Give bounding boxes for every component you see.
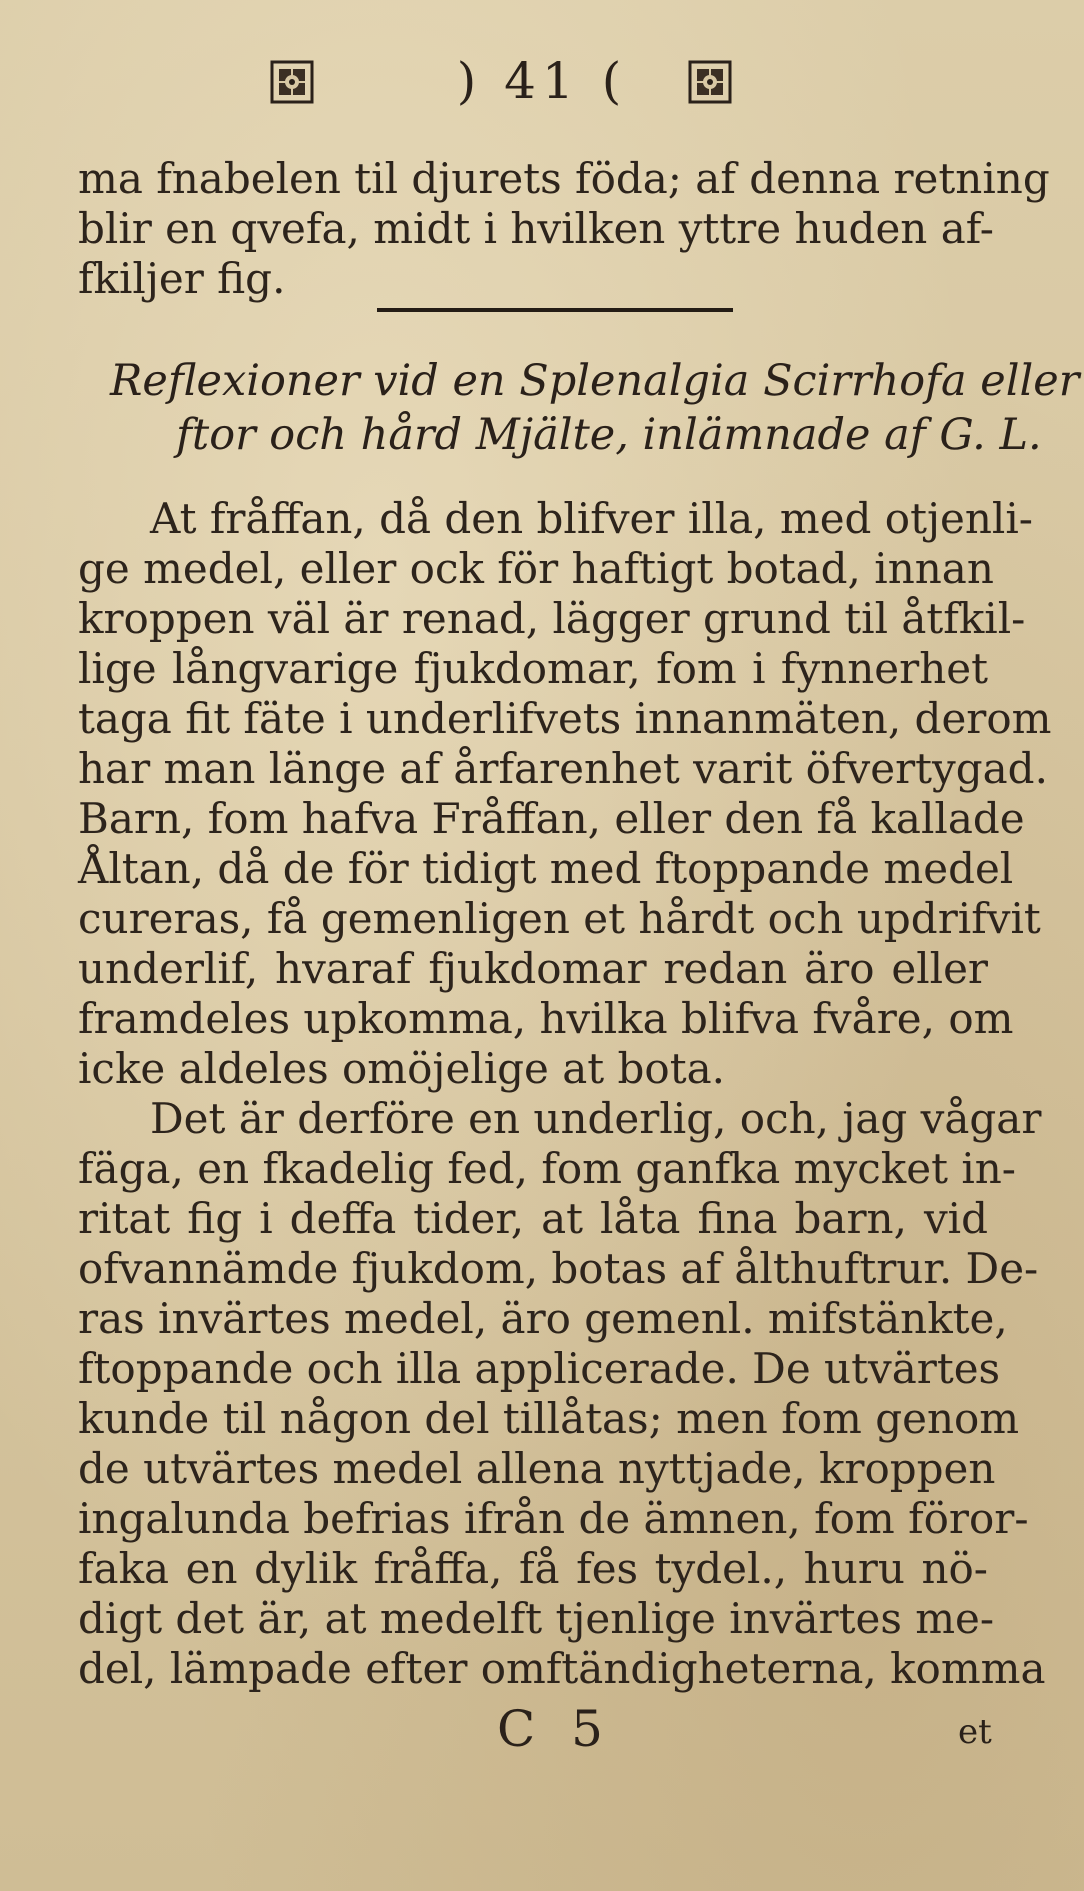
paragraph-2-line-2: fäga, en fkadelig fed, fom ganfka mycket in-	[78, 1144, 1016, 1193]
paragraph-2-line-3: ritat fig i deffa tider, at låta fina barn, vid	[78, 1194, 988, 1243]
page-header	[0, 52, 1084, 122]
ornament-icon	[270, 60, 314, 104]
paragraph-1-line-9: cureras, få gemenligen et hårdt och updrifvit	[78, 894, 1041, 943]
paragraph-2-line-7: kunde til någon del tillåtas; men fom genom	[78, 1394, 1020, 1443]
paragraph-2-line-1: Det är derföre en underlig, och, jag vågar	[150, 1094, 1042, 1143]
page-number: ) 41 (	[456, 52, 628, 110]
section-divider	[377, 308, 733, 312]
paragraph-1-line-3: kroppen väl är renad, lägger grund til åtfkil-	[78, 594, 1026, 643]
paragraph-1-line-12: icke aldeles omöjelige at bota.	[78, 1044, 725, 1093]
catchword: et	[958, 1712, 992, 1752]
paragraph-2-line-9: ingalunda befrias ifrån de ämnen, fom föror-	[78, 1494, 1029, 1543]
paragraph-2-line-5: ras invärtes medel, äro gemenl. mifstänkte,	[78, 1294, 1008, 1343]
paragraph-2-line-10: faka en dylik fråffa, få fes tydel., huru nö-	[78, 1544, 988, 1593]
section-heading-line-1: Reflexioner vid en Splenalgia Scirrhofa eller	[110, 356, 1080, 406]
intro-line-1: ma fnabelen til djurets föda; af denna retning	[78, 154, 1050, 203]
paragraph-2-line-11: digt det är, at medelft tjenlige invärtes me-	[78, 1594, 995, 1643]
paragraph-1-line-2: ge medel, eller ock för haftigt botad, innan	[78, 544, 994, 593]
paragraph-1-line-8: Åltan, då de för tidigt med ftoppande medel	[78, 844, 1014, 893]
section-heading-line-2: ftor och hård Mjälte, inlämnade af G. L.	[176, 410, 1042, 460]
paragraph-2-line-4: ofvannämde fjukdom, botas af ålthuftrur. De-	[78, 1244, 1039, 1293]
ornament-icon	[688, 60, 732, 104]
paragraph-1-line-7: Barn, fom hafva Fråffan, eller den få kallade	[78, 794, 1025, 843]
paragraph-1-line-10: underlif, hvaraf fjukdomar redan äro eller	[78, 944, 988, 993]
paragraph-1-line-1: At fråffan, då den blifver illa, med otjenli-	[150, 494, 1033, 543]
paragraph-1-line-5: taga fit fäte i underlifvets innanmäten, derom	[78, 694, 1052, 743]
intro-line-2: blir en qvefa, midt i hvilken yttre huden af-	[78, 204, 994, 253]
paragraph-1-line-4: lige långvarige fjukdomar, fom i fynnerhet	[78, 644, 988, 693]
signature-mark: C 5	[497, 1700, 613, 1758]
intro-line-3: fkiljer fig.	[78, 254, 286, 303]
paragraph-1-line-11: framdeles upkomma, hvilka blifva fvåre, om	[78, 994, 1014, 1043]
paragraph-2-line-8: de utvärtes medel allena nyttjade, kroppen	[78, 1444, 996, 1493]
paragraph-1-line-6: har man länge af årfarenhet varit öfvertygad.	[78, 744, 1048, 793]
paragraph-2-line-12: del, lämpade efter omftändigheterna, komma	[78, 1644, 1046, 1693]
paragraph-2-line-6: ftoppande och illa applicerade. De utvärtes	[78, 1344, 1001, 1393]
